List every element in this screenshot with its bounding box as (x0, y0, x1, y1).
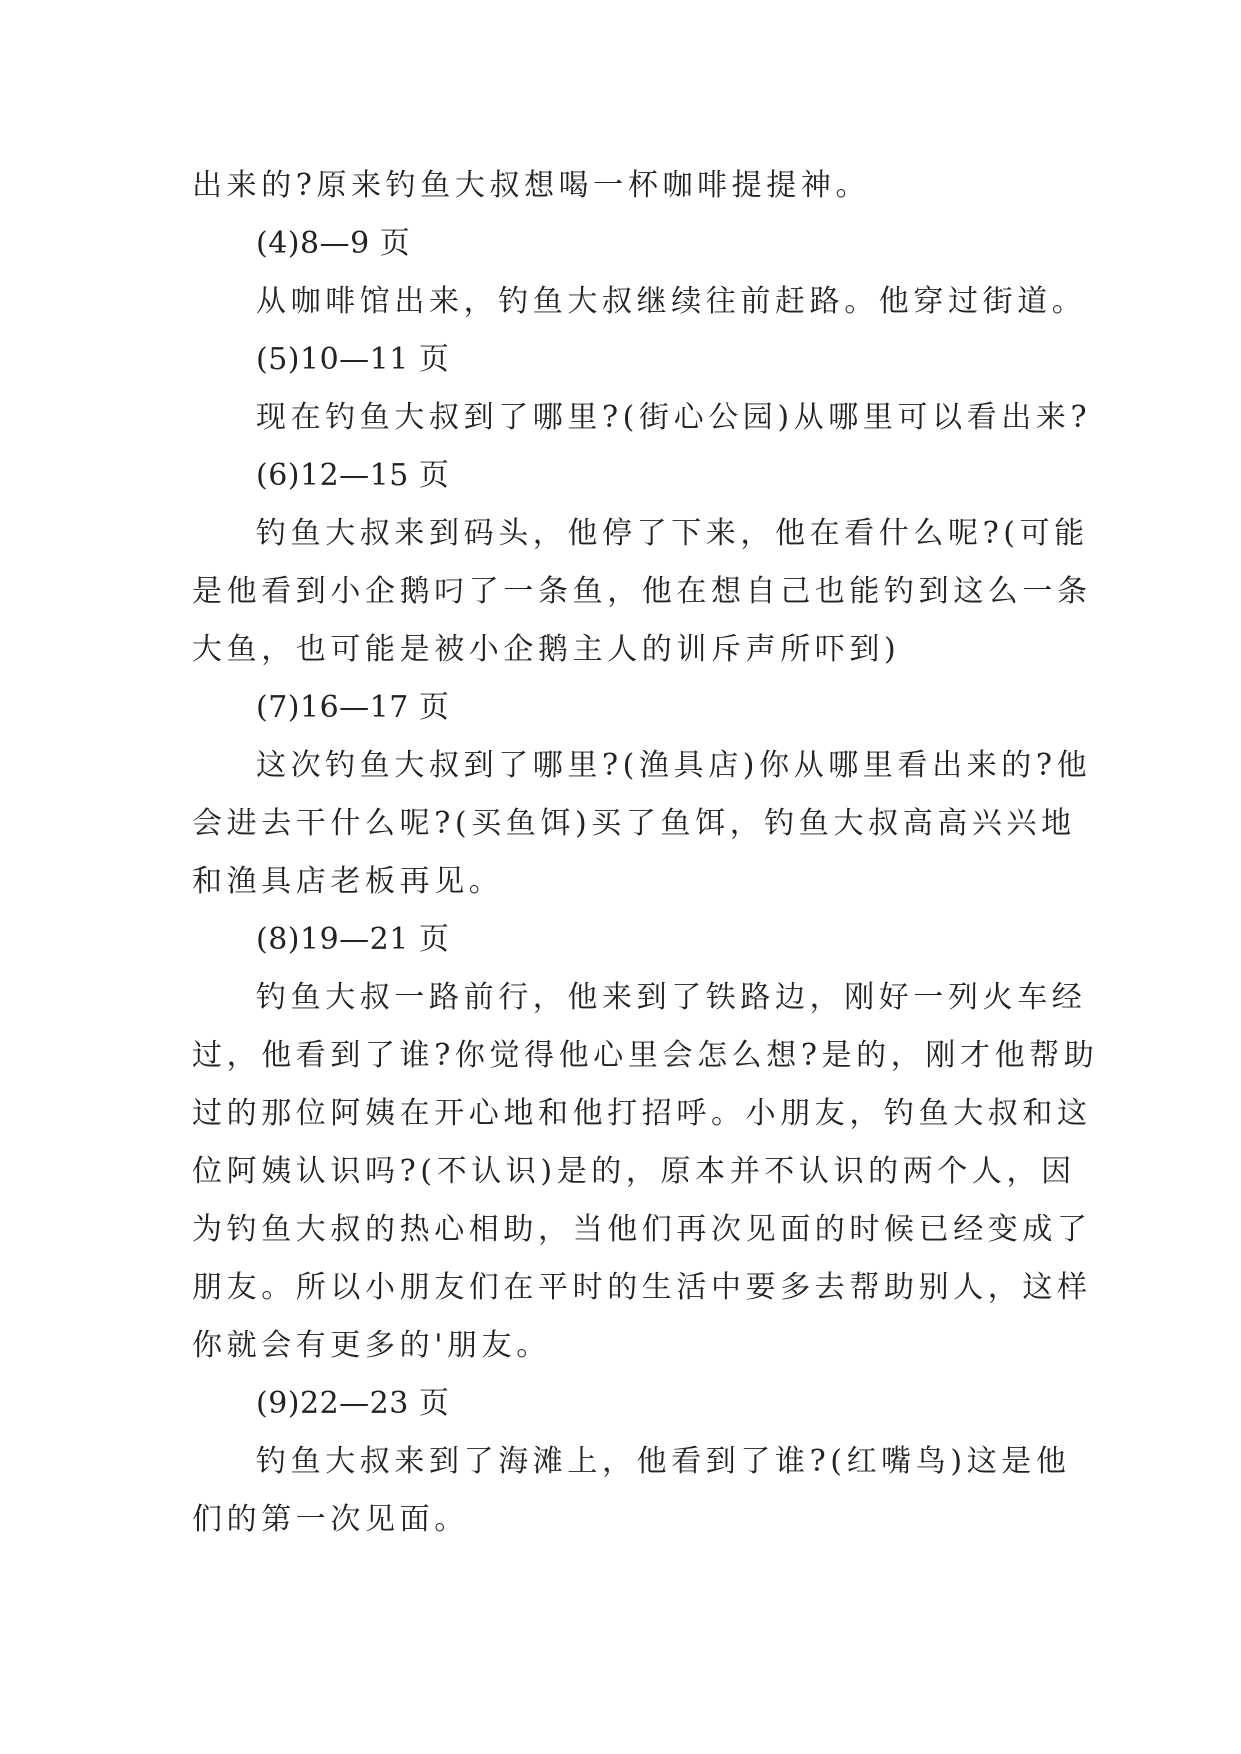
section-heading: (8)19—21 页 (256, 922, 450, 957)
paragraph-line: 钓鱼大叔一路前行，他来到了铁路边，刚好一列火车经 (256, 980, 1087, 1015)
paragraph-line: 钓鱼大叔来到码头，他停了下来，他在看什么呢?(可能 (256, 516, 1089, 551)
paragraph-line: 和渔具店老板再见。 (192, 864, 504, 899)
paragraph-line: 会进去干什么呢?(买鱼饵)买了鱼饵，钓鱼大叔高高兴兴地 (192, 806, 1076, 841)
paragraph-line: 是他看到小企鹅叼了一条鱼，他在想自己也能钓到这么一条 (192, 574, 1092, 609)
paragraph-line: 从咖啡馆出来，钓鱼大叔继续往前赶路。他穿过街道。 (256, 284, 1087, 319)
paragraph-line: 钓鱼大叔来到了海滩上，他看到了谁?(红嘴鸟)这是他 (256, 1444, 1071, 1479)
paragraph-line: 大鱼，也可能是被小企鹅主人的训斥声所吓到) (192, 632, 901, 667)
paragraph-line: 你就会有更多的'朋友。 (192, 1328, 551, 1363)
paragraph-line: 这次钓鱼大叔到了哪里?(渔具店)你从哪里看出来的?他 (256, 748, 1092, 783)
section-heading: (7)16—17 页 (256, 690, 450, 725)
document-body (192, 157, 1099, 1549)
paragraph-line: 现在钓鱼大叔到了哪里?(街心公园)从哪里可以看出来? (256, 400, 1092, 435)
paragraph-line: 出来的?原来钓鱼大叔想喝一杯咖啡提提神。 (192, 168, 871, 203)
section-heading: (4)8—9 页 (256, 226, 411, 261)
paragraph-line: 们的第一次见面。 (192, 1502, 469, 1537)
paragraph-line: 过，他看到了谁?你觉得他心里会怎么想?是的，刚才他帮助 (192, 1038, 1099, 1073)
section-heading: (6)12—15 页 (256, 458, 450, 493)
paragraph-line: 过的那位阿姨在开心地和他打招呼。小朋友，钓鱼大叔和这 (192, 1096, 1092, 1131)
section-heading: (5)10—11 页 (256, 342, 450, 377)
paragraph-line: 朋友。所以小朋友们在平时的生活中要多去帮助别人，这样 (192, 1270, 1092, 1305)
paragraph-line: 位阿姨认识吗?(不认识)是的，原本并不认识的两个人，因 (192, 1154, 1076, 1189)
paragraph-line: 为钓鱼大叔的热心相助，当他们再次见面的时候已经变成了 (192, 1212, 1092, 1247)
section-heading: (9)22—23 页 (256, 1386, 450, 1421)
